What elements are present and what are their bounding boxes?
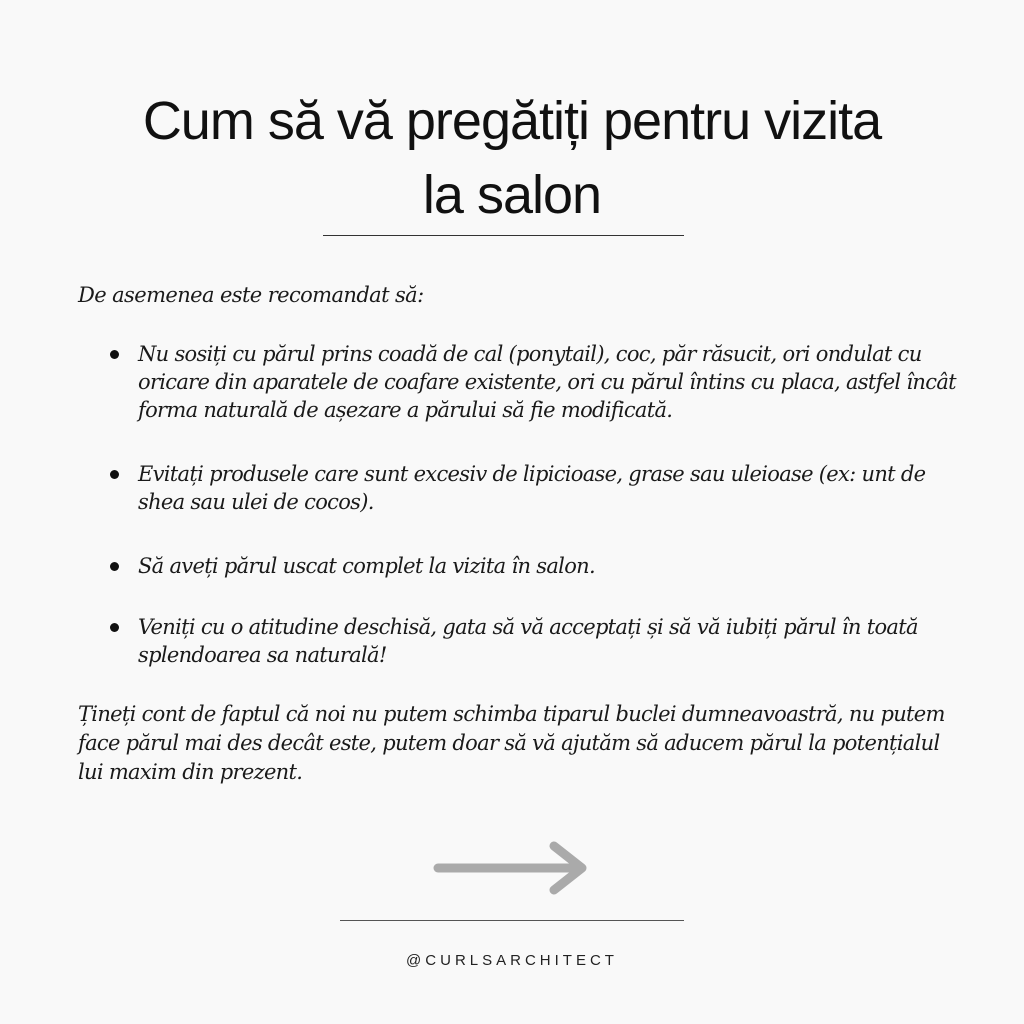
closing-note: Țineți cont de faptul că noi nu putem schimba tiparul buclei dumneavoastră, nu putem face părul mai des decât este, putem doar să vă ajutăm să aducem părul la potențialul lui maxim din prezent. — [78, 702, 945, 784]
social-handle: @CURLSARCHITECT — [406, 952, 618, 969]
list-item — [108, 460, 958, 516]
list-item — [108, 613, 958, 669]
next-arrow-button[interactable] — [430, 838, 595, 898]
list-item — [108, 340, 958, 424]
list-item-text: Să aveți părul uscat complet la vizita în salon. — [138, 554, 595, 578]
title-divider — [323, 235, 684, 236]
page-title-line-1: Cum să vă pregătiți pentru vizita — [142, 91, 882, 152]
bullet-dot — [110, 470, 119, 479]
recommendation-list — [108, 340, 958, 703]
bullet-dot — [110, 562, 119, 571]
list-item-text: Evitați produsele care sunt excesiv de lipicioase, grase sau uleioase (ex: unt de shea sau ulei de cocos). — [138, 462, 926, 514]
footer-divider — [340, 920, 684, 921]
bullet-dot — [110, 350, 119, 359]
arrow-right-icon — [430, 838, 595, 898]
list-item — [108, 552, 958, 580]
bullet-dot — [110, 623, 119, 632]
list-item-text: Nu sosiți cu părul prins coadă de cal (ponytail), coc, păr răsucit, ori ondulat cu oricare din aparatele de coafare existente, ori cu părul întins cu placa, astfel încât forma naturală de așezare a părului să fie modificată. — [138, 342, 956, 422]
page-title-line-2: la salon — [422, 165, 602, 226]
page-title — [0, 84, 1024, 232]
list-item-text: Veniți cu o atitudine deschisă, gata să vă acceptați și să vă iubiți părul în toată splendoarea sa naturală! — [138, 615, 918, 667]
intro-text: De asemenea este recomandat să: — [78, 283, 424, 307]
